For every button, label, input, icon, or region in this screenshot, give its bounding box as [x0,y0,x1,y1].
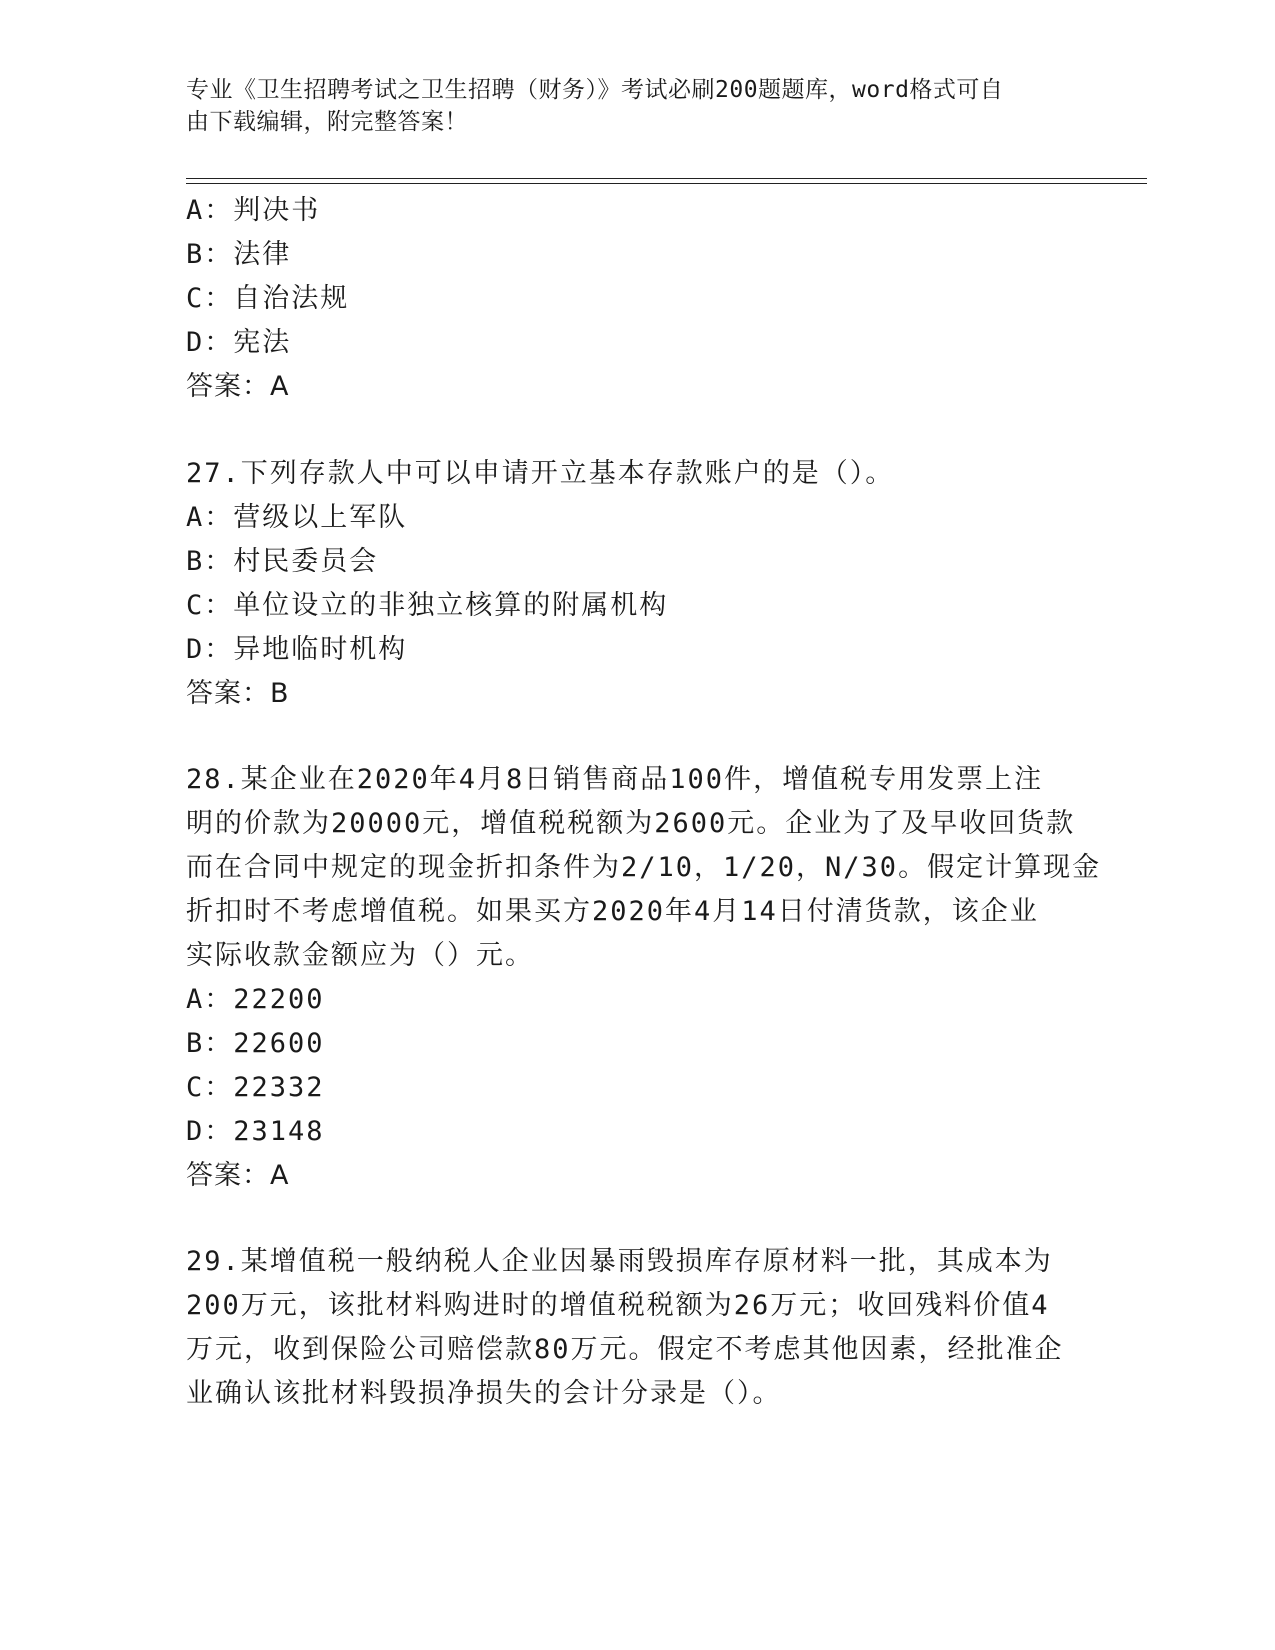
q27-option-a: A：营级以上军队 [186,502,408,533]
q28-stem-line-5: 实际收款金额应为（）元。 [186,940,534,971]
header-divider-bottom [186,183,1147,184]
header-line-2: 由下载编辑，附完整答案！ [186,109,468,135]
q28-stem-line-2: 明的价款为20000元，增值税税额为2600元。企业为了及早收回货款 [186,808,1076,839]
q27-option-b: B：村民委员会 [186,546,379,577]
q28-option-a: A：22200 [186,984,325,1015]
prev-option-a: A：判决书 [186,195,321,226]
q27-stem-line-1: 27.下列存款人中可以申请开立基本存款账户的是（）。 [186,458,895,489]
q28-option-d: D：23148 [186,1116,325,1147]
prev-option-c: C：自治法规 [186,283,350,314]
header-line-1: 专业《卫生招聘考试之卫生招聘（财务）》考试必刷200题题库，word格式可自 [186,77,1004,103]
q28-option-c: C：22332 [186,1072,325,1103]
q28-answer: 答案：A [186,1160,290,1191]
prev-answer: 答案：A [186,371,290,402]
prev-option-d: D：宪法 [186,327,292,358]
q28-option-b: B：22600 [186,1028,325,1059]
q28-stem-line-3: 而在合同中规定的现金折扣条件为2/10，1/20，N/30。假定计算现金 [186,852,1102,883]
q27-option-c: C：单位设立的非独立核算的附属机构 [186,590,669,621]
header-divider-top [186,178,1147,179]
q29-stem-line-4: 业确认该批材料毁损净损失的会计分录是（）。 [186,1378,782,1409]
q27-answer: 答案：B [186,678,290,709]
prev-option-b: B：法律 [186,239,292,270]
q29-stem-line-3: 万元，收到保险公司赔偿款80万元。假定不考虑其他因素，经批准企 [186,1334,1064,1365]
q29-stem-line-2: 200万元，该批材料购进时的增值税税额为26万元；收回残料价值4 [186,1290,1050,1321]
document-header [186,74,1066,138]
q27-option-d: D：异地临时机构 [186,634,408,665]
q29-stem-line-1: 29.某增值税一般纳税人企业因暴雨毁损库存原材料一批，其成本为 [186,1246,1053,1277]
q28-stem-line-1: 28.某企业在2020年4月8日销售商品100件，增值税专用发票上注 [186,764,1044,795]
q28-stem-line-4: 折扣时不考虑增值税。如果买方2020年4月14日付清货款，该企业 [186,896,1039,927]
